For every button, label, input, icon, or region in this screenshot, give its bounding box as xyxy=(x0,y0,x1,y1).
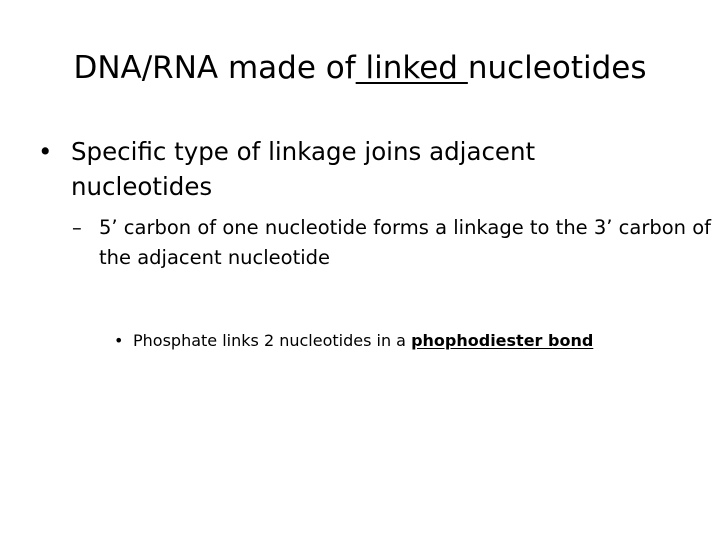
bullet-dot-icon: • xyxy=(114,331,124,350)
key-term: phophodiester bond xyxy=(411,331,594,350)
bullet-level-3-text xyxy=(114,329,593,353)
title-underlined-word: linked xyxy=(355,50,468,86)
bullet-level-3 xyxy=(114,329,714,353)
title-part-3: nucleotides xyxy=(467,50,647,86)
bullet-dot-icon: • xyxy=(38,137,53,166)
bullet-level-3-lead: Phosphate links 2 nucleotides in a xyxy=(133,331,412,350)
slide-title xyxy=(0,46,720,90)
bullet-level-1-text: Specific type of linkage joins adjacent nucleotides xyxy=(71,137,536,201)
bullet-level-1 xyxy=(38,134,678,204)
title-part-1: DNA/RNA made of xyxy=(73,50,356,86)
bullet-level-2 xyxy=(72,213,712,273)
dash-icon: – xyxy=(72,216,82,239)
bullet-level-2-text: 5’ carbon of one nucleotide forms a linkage to the 3’ carbon of the adjacent nucleotide xyxy=(99,216,712,269)
